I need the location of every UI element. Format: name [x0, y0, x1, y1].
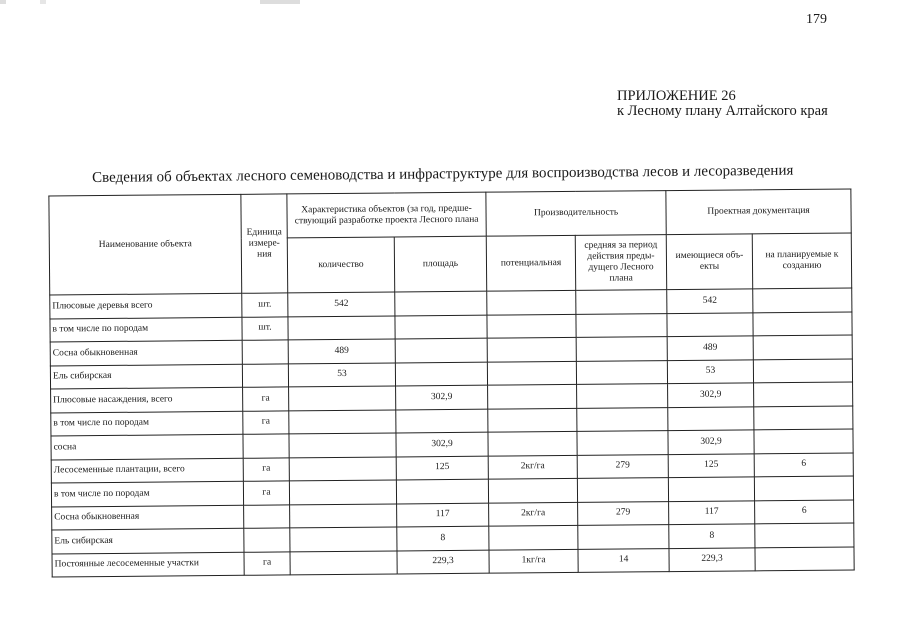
cell-existing: 125: [668, 453, 754, 477]
cell-quantity: [289, 480, 396, 504]
cell-potential: [488, 478, 577, 502]
cell-name: Лесосеменные плантации, всего: [51, 458, 243, 483]
cell-planned: [753, 335, 852, 359]
header-area: площадь: [394, 236, 486, 292]
cell-potential: 2кг/га: [488, 455, 577, 479]
header-existing: имеющиеся объ-екты: [666, 234, 752, 290]
cell-area: 302,9: [396, 432, 488, 456]
cell-potential: 1кг/га: [489, 549, 578, 573]
header-potential: потенциальная: [486, 235, 575, 291]
cell-quantity: [288, 315, 395, 339]
cell-unit: га: [243, 481, 289, 505]
cell-planned: [753, 311, 852, 335]
cell-unit: шт.: [242, 293, 288, 317]
cell-planned: [754, 405, 853, 429]
cell-area: [395, 338, 487, 362]
cell-planned: [754, 382, 853, 406]
cell-name: в том числе по породам: [51, 411, 243, 436]
cell-potential: [487, 290, 576, 314]
cell-unit: шт.: [242, 316, 288, 340]
cell-area: 302,9: [396, 385, 488, 409]
cell-quantity: 489: [288, 339, 395, 363]
cell-unit: га: [244, 551, 290, 575]
cell-existing: 8: [669, 524, 755, 548]
cell-potential: 2кг/га: [489, 502, 578, 526]
cell-existing: 229,3: [669, 547, 755, 571]
header-productivity: Производительность: [486, 191, 666, 237]
cell-potential: [487, 361, 576, 385]
cell-planned: [755, 546, 854, 570]
cell-name: Сосна обыкновенная: [52, 505, 244, 530]
header-quantity: количество: [287, 237, 394, 293]
cell-existing: [667, 312, 753, 336]
cell-area: [395, 362, 487, 386]
cell-planned: [753, 288, 852, 312]
cell-average: [576, 313, 667, 337]
cell-area: 8: [397, 526, 489, 550]
cell-name: Постоянные лесосеменные участки: [52, 552, 244, 577]
header-planned: на планируемые к созданию: [752, 233, 851, 289]
cell-potential: [487, 337, 576, 361]
header-average: средняя за период действия преды-дущего Лесного плана: [575, 235, 666, 291]
page-number: 179: [806, 12, 827, 27]
cell-average: 14: [578, 548, 669, 572]
cell-existing: 53: [667, 359, 753, 383]
cell-unit: га: [243, 387, 289, 411]
data-table: [48, 188, 854, 577]
cell-quantity: [289, 386, 396, 410]
cell-potential: [488, 408, 577, 432]
cell-average: 279: [577, 454, 668, 478]
cell-area: [396, 479, 488, 503]
cell-existing: 302,9: [668, 383, 754, 407]
cell-unit: га: [243, 457, 289, 481]
cell-existing: 302,9: [668, 430, 754, 454]
cell-planned: 6: [754, 452, 853, 476]
cell-name: Плюсовые деревья всего: [50, 293, 242, 318]
table-body: [50, 288, 854, 577]
cell-quantity: [289, 456, 396, 480]
header-name: Наименование объекта: [49, 194, 242, 295]
cell-average: [576, 290, 667, 314]
cell-average: [576, 360, 667, 384]
header-unit: Единица измере-ния: [241, 194, 288, 293]
cell-average: [577, 431, 668, 455]
cell-quantity: 53: [288, 362, 395, 386]
cell-name: Плюсовые насаждения, всего: [51, 387, 243, 412]
cell-average: [577, 478, 668, 502]
cell-planned: [754, 429, 853, 453]
cell-area: 229,3: [397, 550, 489, 574]
cell-name: в том числе по породам: [51, 481, 243, 506]
header-characteristics: Характеристика объектов (за год, предше-ствующий разработке проекта Лесного плана: [287, 192, 486, 238]
cell-name: Ель сибирская: [50, 364, 242, 389]
cell-area: [396, 409, 488, 433]
header-project-docs: Проектная документация: [666, 189, 851, 235]
cell-quantity: [289, 433, 396, 457]
cell-unit: [242, 340, 288, 364]
cell-planned: 6: [755, 499, 854, 523]
cell-quantity: 542: [288, 292, 395, 316]
appendix-line-2: к Лесному плану Алтайского края: [617, 103, 828, 119]
cell-potential: [489, 525, 578, 549]
cell-existing: 542: [667, 289, 753, 313]
cell-average: [577, 407, 668, 431]
appendix-line-1: ПРИЛОЖЕНИЕ 26: [617, 88, 736, 104]
cell-name: Ель сибирская: [52, 528, 244, 553]
cell-planned: [754, 476, 853, 500]
cell-unit: га: [243, 410, 289, 434]
cell-unit: [244, 528, 290, 552]
cell-name: сосна: [51, 434, 243, 459]
cell-area: 117: [397, 503, 489, 527]
cell-average: [576, 337, 667, 361]
cell-existing: [668, 406, 754, 430]
cell-potential: [487, 314, 576, 338]
cell-potential: [488, 431, 577, 455]
cell-quantity: [290, 527, 397, 551]
cell-name: Сосна обыкновенная: [50, 340, 242, 365]
cell-existing: 117: [669, 500, 755, 524]
cell-existing: 489: [667, 336, 753, 360]
cell-average: 279: [578, 501, 669, 525]
cell-planned: [755, 523, 854, 547]
cell-quantity: [290, 550, 397, 574]
cell-quantity: [290, 503, 397, 527]
cell-quantity: [289, 409, 396, 433]
cell-unit: [243, 434, 289, 458]
cell-planned: [753, 358, 852, 382]
cell-existing: [668, 477, 754, 501]
cell-area: [395, 315, 487, 339]
cell-name: в том числе по породам: [50, 317, 242, 342]
cell-average: [578, 525, 669, 549]
document-title: Сведения об объектах лесного семеноводства и инфраструктуре для воспроизводства лесов и лесоразведения: [92, 162, 794, 186]
cell-area: [395, 291, 487, 315]
cell-potential: [488, 384, 577, 408]
cell-area: 125: [396, 456, 488, 480]
cell-unit: [242, 363, 288, 387]
cell-unit: [244, 504, 290, 528]
cell-average: [577, 384, 668, 408]
